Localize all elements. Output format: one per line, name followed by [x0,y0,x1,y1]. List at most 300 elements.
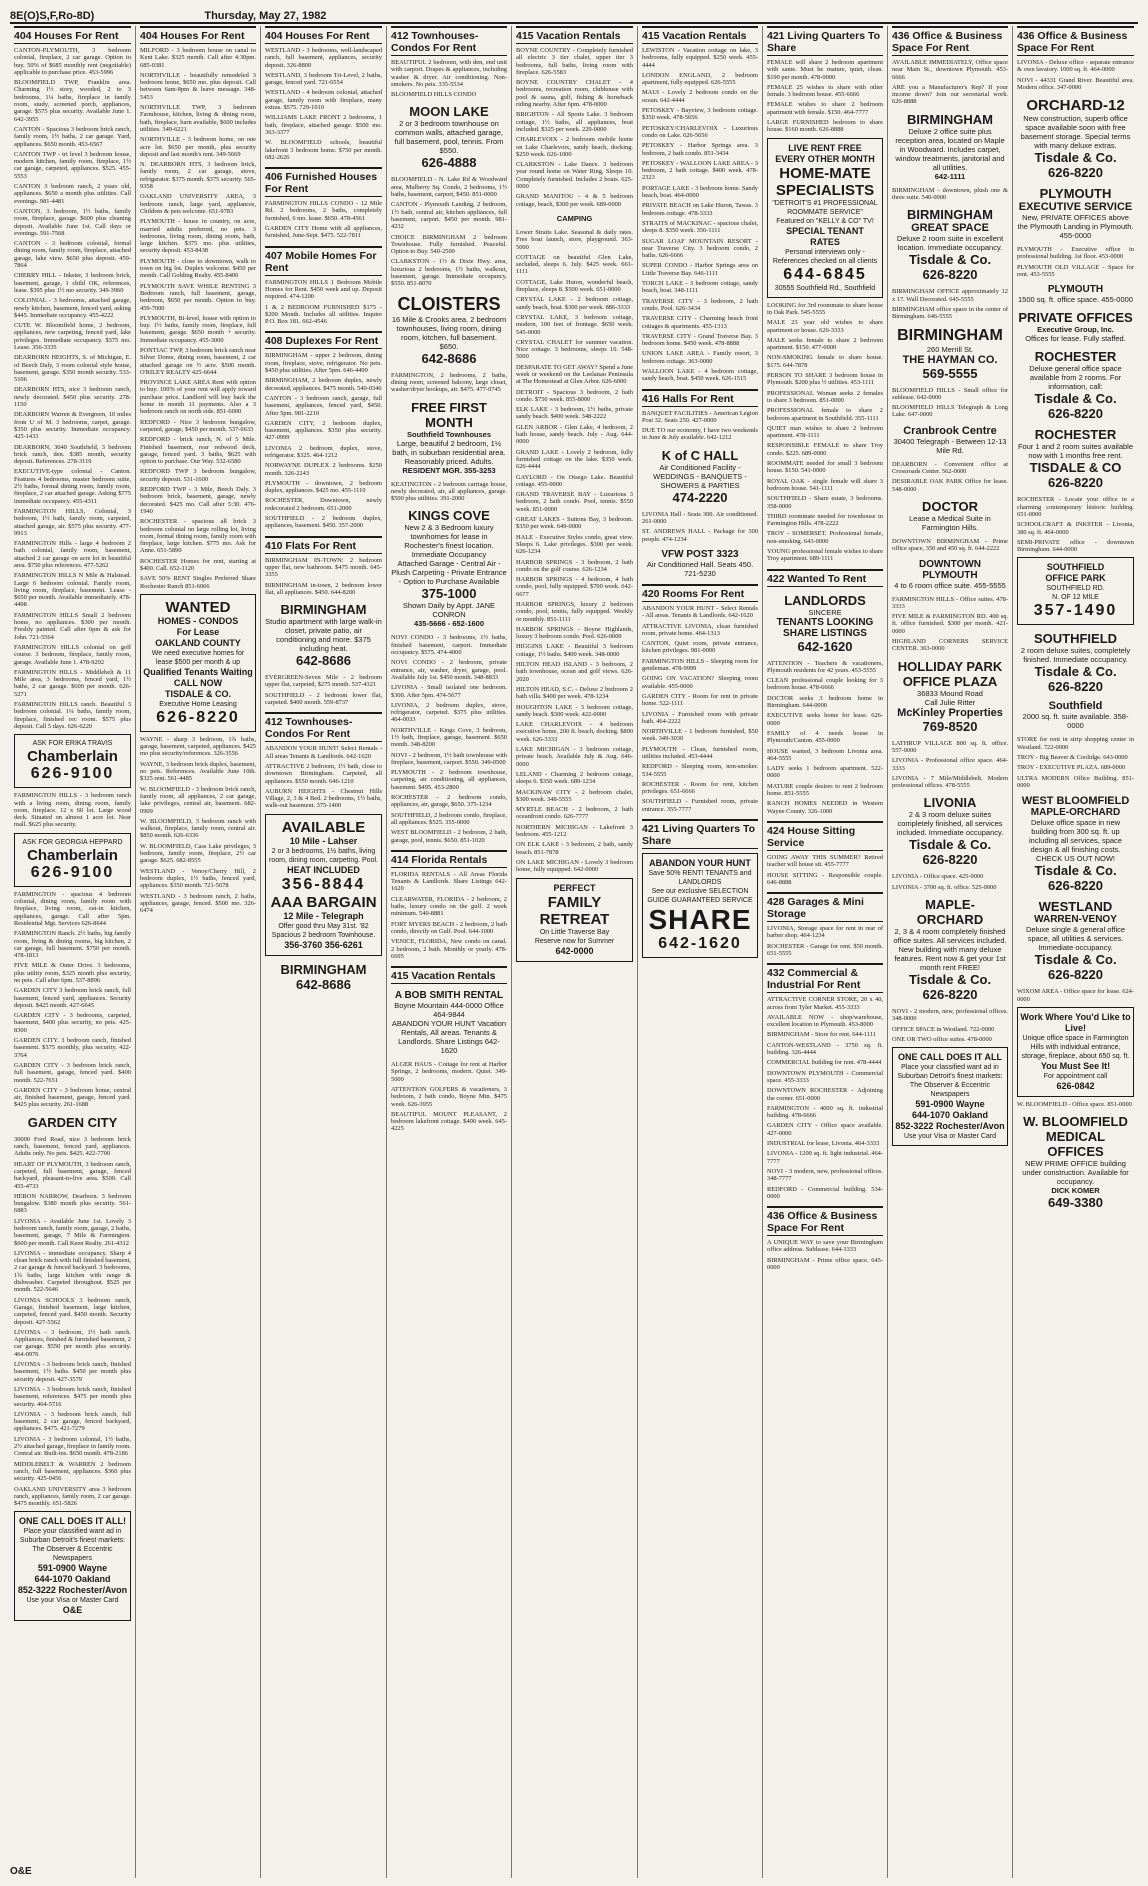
ad-text: 2, 3 & 4 room completely finished office suites. All services included. New building with many deluxe features. Rent now & get your 1st month rent FREE! [893,926,1007,972]
classified-ad: SUGAR LOAF MOUNTAIN RESORT - near Traverse City. 3 bedroom condo, 2 baths. 626-6666 [642,237,758,260]
classified-ad: PLYMOUTH OLD VILLAGE - Space for rent. 453-5555 [1017,263,1134,279]
classified-ad: LARGE FURNISHED bedroom to share house. $160 month. 626-8888 [767,119,883,134]
ad-list [391,871,507,960]
section-heading: 407 Mobile Homes For Rent [265,246,382,276]
ad-phone: 626-8220 [922,267,978,283]
ad-text: Studio apartment with large walk-in closet, private patio, air conditioning and more. $375 including heat. [265,617,382,654]
ad-title: OFFICE PLAZA [902,673,998,689]
ad-list [767,854,883,886]
ad-text: Shown Daily by Appt. JANE CONRON [402,601,496,620]
ad-brand: Tisdale & Co. [908,837,992,853]
ad-text: For appointment call [1043,1072,1108,1080]
ad-list [642,511,758,543]
classified-ad: PROFESSIONAL female to share 2 bedroom apartment in Southfield. 355-1111 [767,407,883,422]
classified-ad: CUTE W. Bloomfield home, 2 bedroom, appliances, new carpeting, fenced yard, lake privileges. Immediate occupancy. $375 mo. Lease. 356-3335 [14,322,131,351]
classified-ad: HARBOR SPRINGS - 3 bedroom, 2 bath condo on the golf course. 626-1234 [516,558,633,573]
ad-list [391,59,507,98]
ad-list [516,47,633,208]
ad-list [265,200,382,239]
ad-list [14,792,131,828]
ad-area: Wayne [955,1099,985,1110]
ad-contact: DICK KOMER [1051,1186,1100,1196]
classified-ad: LIVONIA - 3 bedroom brick ranch, full basement, 2 car garage, fenced backyard, appliances. $475. 421-7279 [14,1410,131,1433]
classified-ad: CRYSTAL LAKE, 3 bedroom cottage, modern, 100 feet of frontage. $650 week. 545-0000 [516,313,633,336]
ad-list [1017,988,1134,1003]
ad-brand: HOME-MATE SPECIALISTS [775,164,875,199]
classified-ad: FARMINGTON, 2 bedrooms, 2 baths, dining room, screened balcony, large closet, washer/dryer hookups, air. $475. 477-0745 [391,371,507,394]
ad-text: 2 & 3 room deluxe suites completely finished, all services included. Immediate occupancy. [896,810,1004,838]
vfw-post-ad [642,549,758,578]
classified-ad: PERSON TO SHARE 3 bedroom house in Plymouth. $200 plus ½ utilities. 453-1111 [767,372,883,387]
classified-ad: LIVONIA - 3 bedroom colonial, 1½ baths, 2½ attached garage, fireplace in family room. Central air. Built-ins. $650 month. 478-2186 [14,1435,131,1458]
classified-ad: GRAND MANITOU - 4 & 5 bedroom cottage, beach, $300 per week. 689-0000 [516,193,633,208]
ad-list [642,605,758,813]
ad-title: ONE CALL DOES IT ALL! [19,1516,126,1527]
ad-text: 30400 Telegraph - Between 12-13 Mile Rd. [893,436,1007,455]
classified-ad: RANCH HOMES NEEDED in Western Wayne County. 326-1000 [767,800,883,815]
classified-ad: 1 & 2 BEDROOM FURNISHED $175 - $200 Month. Includes all utilities. Inquire P.O. Box 181. 662-4546 [265,303,382,326]
classified-ad: LIVONIA - 3 bedroom, 1½ bath ranch. Appliances, finished & furnished basement, 2 car garage. $550 per month plus security. 464-0976 [14,1328,131,1358]
classified-ad: CLEAN professional couple looking for 3 bedroom house. 478-6666 [767,677,883,692]
section-heading: 416 Halls For Rent [642,389,758,407]
classified-ad: BLOOMFIELD TWP, Franklin area. Charming 1½ story, wooded, 2 to 3 bedrooms, 1¼ baths, fireplace in family room, study, screened porch, appliances, garage. $575 plus security. Available June 1. 642-3955 [14,79,131,123]
classified-ad: CRYSTAL LAKE - 2 bedroom cottage, sandy beach, boat. $300 per week. 886-3333 [516,296,633,311]
classified-ad: PLYMOUTH - Executive office in professional building. 1st floor. 453-0000 [1017,246,1134,261]
classified-ad: BOYNE COUNTRY - Completely furnished all electric 3 tier chalet, upper tier 3 bedrooms, full baths, living room with fireplace. 626-5583 [516,47,633,76]
ad-title: For Lease [176,626,220,637]
classified-ad: BOYNE COUNTRY CHALET - 4 bedrooms, recreation room, clubhouse with pool & sauna, golf, fishing & horseback riding nearby. After 6pm. 478-0000 [516,79,633,109]
ad-title: ABANDON YOUR HUNT [649,858,751,869]
classified-ad: W. BLOOMFIELD schools, beautiful lakefront 3 bedroom home. $750 per month. 682-2626 [265,139,382,161]
ad-phone: 644-1070 [911,1110,950,1121]
ad-phone: 591-0900 [37,1563,76,1574]
section-heading: 404 Houses For Rent [140,26,256,44]
ad-text: 260 Merrill St. [926,344,974,354]
ad-title: GARDEN CITY [27,1114,118,1130]
ad-title: PLYMOUTH [1039,186,1112,202]
ad-text: 12 Mile - Telegraph [283,910,364,921]
section-heading: 414 Florida Rentals [391,850,507,868]
classified-ad: AUBURN HEIGHTS - Chestnut Hills Village, 2, 3 & 4 Bed. 2 bedrooms, 1½ baths, walk-out basement. 375-1400 [265,787,382,810]
ad-phone: 642-0000 [555,945,594,956]
ad-phone: 644-1070 [34,1574,73,1585]
ad-list [265,47,382,161]
classified-ad: BIRMINGHAM - Store for rent. 644-1111 [767,1031,876,1039]
ad-text: Deluxe single & general office space, all utilities & services. Immediate occupancy. [1025,925,1126,953]
ad-area: Wayne [78,1563,108,1574]
ad-text: On Little Traverse Bay [539,928,610,936]
classified-ad: ATTENTION - Teachers & vacationers, Plymouth residents for 42 years. 453-5555 [767,659,883,674]
classified-ad: GOING ON VACATION? Sleeping room available. 455-0000 [642,675,758,690]
classified-ad: ROOMMATE needed for small 3 bedroom house. $150. 541-0000 [767,460,883,475]
ad-text: Four 1 and 2 room suites available now with 1 months free rent. [1017,442,1134,461]
classified-ad: PROVINCE LAKE AREA Rent with option to buy. 100% of your rent will apply toward purchase price. Landlord will buy back the home in month 11 payments. Also a 3 bedroom ranch on north side. 851-6000 [140,379,256,416]
classified-ad: THIRD roommate needed for townhouse in Farmington Hills. 478-2222 [767,512,883,528]
ad-phone: 626-8220 [1048,878,1103,894]
classified-ad: DOWNTOWN ROCHESTER - Adjoining the corner. 651-0000 [767,1087,883,1102]
classified-ad: CANTON - Spacious 3 bedroom brick ranch, family room, 1½ baths, 2 car garage. Yard, appliances. $650 month. 453-6567 [14,125,131,148]
free-first-month-ad [391,400,507,475]
ad-text: Featured on "KELLY & CO" TV! [776,217,874,225]
ad-phone: 626-8220 [1048,165,1103,181]
section-heading: 412 Townhouses-Condos For Rent [265,712,382,742]
ad-contact: ASK FOR ERIKA TRAVIS [32,740,113,748]
ad-text: Unique office space in Farmington Hills with individual entrance, storage, fireplace, about 650 sq. ft. [1021,1034,1130,1060]
classified-ad: ON LAKE MICHIGAN - Lovely 3 bedroom home, fully equipped. 642-0000 [516,858,633,874]
ad-title: GREAT SPACE [911,222,989,235]
classified-ad: FARMINGTON HILLS N Mile & Halstead. Large 6 bedroom colonial. Family room, living room, fireplace, basement. Lease - $650 per month. Available immediately. 478-4498 [14,572,131,609]
garden-city-ad [14,1115,131,1130]
classified-ad: DUE TO our economy, I have two weekends in June & July available. 642-1212 [642,427,758,442]
ad-text: Offer good thru May 31st. '82 Spacious 2 bedroom Townhouse. [271,922,376,939]
classified-ad: YOUNG professional female wishes to share Troy apartment. 689-1111 [767,547,883,563]
ad-text: Use your Visa or Master Card [26,1597,119,1605]
section-heading: 420 Rooms For Rent [642,584,758,602]
classified-ad: BEAUTIFUL 2 bedroom, with den, end unit with carport. Drapes & appliances, including washer & dryer. Air conditioning. Non-smokers. No pets. 335-5534 [391,59,507,88]
classified-ad: CHOICE BIRMINGHAM 2 bedroom Townhouse. Fully furnished. Peaceful. Option to Buy. 540-2500 [391,233,507,256]
classified-ad: NORTHVILLE - Kings Cove, 3 bedroom, 1½ bath, fireplace, garage, basement. $650 month. 348-8200 [391,726,507,749]
ad-brand: Tisdale & Co. [1034,150,1117,166]
bob-smith-ad [391,990,507,1055]
ad-phone: 642-1620 [658,935,742,953]
classified-ad: WESTLAND - 3 bedroom ranch, 2 baths, appliances, garage, fenced. $500 mo. 326-6474 [140,892,256,915]
classified-ad: ARE you a Manufacturer's Rep? If your income down? Join our secretarial work. 626-8888 [892,83,1008,106]
classified-ad: PETOSKEY - WALLOON LAKE AREA - 3 bedroom, 2 bath cottage. $400 week. 478-2323 [642,159,758,182]
classified-ad: AVAILABLE NOW - shop/warehouse, excellent location in Plymouth. 453-8000 [767,1013,883,1029]
ad-list [265,674,382,706]
livonia-suites-ad [892,795,1008,867]
classified-ad: ELK LAKE - 3 bedroom, 1½ baths, private sandy beach. $400 week. 348-2222 [516,406,633,421]
classified-ad: ATTRACTIVE LIVONIA, clean furnished room, private home. 464-1313 [642,622,758,637]
classified-ad: MALE seeks female to share 2 bedroom apartment. $150. 477-0000 [767,336,883,352]
ad-title: K of C HALL [661,447,739,463]
classified-ad: PETOSKEY - Harbor Springs area. 3 bedroom, 2 bath condo. 851-3434 [642,142,758,157]
classified-ad: OFFICE SPACE in Westland. 722-0000 [892,1025,995,1033]
ad-brand: Tisdale & Co. [1034,863,1117,879]
ad-phone: 474-2220 [672,489,728,505]
classified-ad: EXECUTIVE seeks home for lease. 626-0000 [767,712,883,727]
ad-brand: TISDALE & CO. [164,688,231,699]
ad-phone: 642-8686 [296,976,351,992]
classified-ad: PLYMOUTH, Bi-level, house with option to buy. 1½ baths, family room, fireplace, full basement, garage. $650 month + security. Immediate occupancy. 455-3000 [140,314,256,344]
classified-ad: OAKLAND UNIVERSITY area 3 bedroom ranch, appliances, family room, 2 car garage. $475 monthly. 651-5826 [14,1485,131,1508]
classified-ad: NORTHVILLE - 3 bedroom home, on one acre lot. $650 per month, plus security deposit and last month's rent. 349-5669 [140,136,256,158]
classified-ad: W. BLOOMFIELD - Office space. 851-0000 [1017,1100,1132,1108]
ad-list [892,461,1008,493]
ad-phone: 642-8686 [421,350,477,366]
family-retreat-ad [516,878,633,962]
ad-title: Southfield Townhouses [406,429,492,439]
ad-title: CAMPING [556,213,593,223]
ad-area: Rochester/Avon [58,1585,128,1596]
ad-phone: 852-3222 [17,1585,56,1596]
ad-phone: 642-8686 [296,653,351,669]
ad-title: PLYMOUTH [1047,284,1104,296]
classified-ad: SCHOOLCRAFT & INKSTER - Livonia, 380 sq. ft. 464-0000 [1017,521,1134,536]
classified-ad: WAYNE - sharp 3 bedroom, 1¾ baths, garage, basement, carpeted, appliances. $425 mo plus security/references. 326-3556 [140,735,256,758]
ad-phone: 642-1620 [797,638,853,654]
classified-ad: HEART OF PLYMOUTH, 3 bedroom ranch, carpeted, full basement, garage, fenced backyard, pleasant-to-live area. $500. Call 455-4733 [14,1160,131,1190]
classified-ad: MIDDLEBELT & WARREN 2 bedroom ranch, full basement, appliances. $360 plus security. 425-0456 [14,1460,131,1483]
classified-ad: STRAITS of MACKINAC - spacious chalet, sleeps 8. $350 week. 356-1111 [642,219,758,235]
ad-text: 4 to 6 room office suite. 455-5555 [894,580,1006,590]
ad-title: PERFECT [553,882,596,893]
ad-text: SOUTHFIELD RD. [1046,585,1105,593]
classified-ad: LONDON ENGLAND, 2 bedroom apartment, fully equipped. 626-5555 [642,71,758,87]
wanted-homes-ad [140,594,256,732]
ad-text: 2000 sq. ft. suite available. 358-0000 [1022,712,1129,731]
column-7 [763,26,888,1878]
phone-row [17,1574,128,1585]
ad-title: ORCHARD-12 [1026,97,1125,115]
classified-ad: DESPARATE TO GET AWAY? Spend a June week or weekend on the Leelanau Peninsula at The Homestead at Glen Arbor. 626-6000 [516,363,633,386]
ad-phone: 626-4888 [421,155,477,171]
ad-text: New construction, superb office space available soon with free basement storage. Special terms with many deluxe extras. [1020,114,1131,151]
ad-title: HEAT INCLUDED [287,864,360,875]
classified-ad: REDFORD - Nice 3 bedroom bungalow, carpeted, garage, $450 per month. 537-6633 [140,418,256,433]
ad-title: DOWNTOWN PLYMOUTH [918,558,982,581]
ad-text: Personal interviews only - References checked on all clients [772,248,878,265]
classified-ad: ROCHESTER - 2 bedroom condo, appliances, air, garage, $650. 375-1234 [391,794,507,809]
classified-ad: LOOKING for 3rd roommate to share house in Oak Park. 545-5555 [767,301,883,316]
classified-ad: FIVE MILE & FARMINGTON RD. 400 sq. ft. office furnished. $300 per month. 421-0000 [892,613,1008,635]
ad-brand: McKinley Properties [897,706,1003,719]
classified-ad: BLOOMFIELD HILLS CONDO [391,91,477,99]
classified-ad: ULTRA MODERN Office Building. 851-0000 [1017,774,1134,789]
section-heading: 432 Commercial & Industrial For Rent [767,963,883,993]
southfield-2000-ad [1017,700,1134,730]
classified-ad: BEAUTIFUL MOUNT PLEASANT, 2 bedroom lakefront cottage. $400 week. 645-4225 [391,1110,507,1133]
ad-list [892,387,1008,419]
ad-text: Call Julie Ritter [924,697,976,707]
ad-title: BIRMINGHAM [907,207,993,223]
column-2 [136,26,261,1878]
classified-ad: BIRMINGHAM, 2 bedroom duplex, newly decorated, appliances. $475 month. 540-0346 [265,377,382,392]
classified-ad: CANTON - 3 bedroom ranch, garage, full basement, appliances, fenced yard, $450. After 5pm. 981-2210 [265,394,382,417]
classified-ad: HALE - Executive Styles condo, great view. Sleeps 6. Lake privileges. $300 per week. 626-1234 [516,533,633,556]
ad-list [767,1239,883,1271]
ad-title: BIRMINGHAM [280,602,367,618]
ad-phone: 435-5666 - 652-1600 [413,619,485,629]
classified-ad: COTTAGE on beautiful Glen Lake, secluded, sleeps 6. July. $425 week. 661-1111 [516,253,633,276]
ad-title: AAA BARGAIN [270,893,377,911]
ad-list [892,596,1008,653]
classified-ad: MILFORD - 3 bedroom house on canal to Kent Lake. $325 month. Call after 4:30pm. 685-0381 [140,47,256,69]
classified-ad: LAKE CHARLEVOIX - 4 bedroom executive home, 200 ft. beach, docking. $800 week. 626-3333 [516,721,633,743]
section-heading: 415 Vacation Rentals [516,26,633,44]
classified-ad: NOVI - 3 modern, new, professional offices. 348-7777 [767,1167,883,1183]
ad-title: SOUTHFIELD [1046,562,1105,573]
ad-phone: 626-8220 [922,852,978,868]
classified-ad: HOUSE wanted, 3 bedroom Livonia area. 464-5555 [767,747,883,762]
ad-text: Qualified Tenants Waiting [143,666,253,677]
classified-ad: NON-SMOKING female to share house. $175. 644-7878 [767,354,883,369]
share-ad [642,853,758,958]
ad-list [391,634,507,843]
classified-ad: CLEARWATER, FLORIDA - 2 bedroom, 2 baths, luxury condo on the gulf. 2 week minimum. 540-8881 [391,895,507,918]
classified-ad: FEMALE wishes to share 2 bedroom apartment with female. $150. 464-7777 [767,101,883,116]
classified-ad: PLYMOUTH - Clean, furnished room, utilities included. 453-4444 [642,745,758,760]
classified-ad: DETROIT - Spacious 3 bedroom, 2 bath condo. $750 week. 855-8000 [516,388,633,403]
classified-ad: BIRMINGHAM - upper 2 bedroom, dining room, fireplace, stove, refrigerator. No pets. $450 plus utilities. After 5pm. 646-4490 [265,352,382,375]
classified-ad: OAKLAND UNIVERSITY AREA, 3 bedroom ranch, large yard, appliances, Children & pets welcome. 651-9783 [140,193,256,215]
classified-ad: CANTON TWP - tri level 3 bedroom house, modern kitchen, family room, fireplace, 1½ car garage, carpeted, appliances. $525. 455-5553 [14,150,131,180]
ad-title: TENANTS LOOKING [776,616,874,628]
doctor-ad [892,499,1008,532]
ad-brand: Tisdale & Co. [1034,952,1117,968]
classified-ad: DEARBORN HTS, nice 3 bedroom ranch, newly decorated. $450 plus security. 278-1150 [14,386,131,409]
classified-ad: REDFORD TWP 3 bedroom bungalow, security deposit. 531-1600 [140,468,256,483]
classified-ad: DEARBORN Warren & Evergreen, 10 miles from U of M. 3 bedrooms, carpet, garage. $350 plus security. Immediate occupancy. 425-1433 [14,411,131,441]
ad-text: CALL NOW [173,677,223,688]
great-space-ad [892,207,1008,282]
classified-ad: GARDEN CITY - Office space available. 427-0000 [767,1122,883,1137]
classified-ad: RESPONSIBLE FEMALE to share Troy condo. $225. 689-0000 [767,442,883,457]
ad-brand: Tisdale & Co. [1034,664,1117,680]
ad-phone: 626-8220 [1048,406,1103,422]
classified-ad: ATTRACTIVE CORNER STORE, 20 x 40, across from Tyler Market. 455-3333 [767,996,883,1011]
classified-ad: EVERGREEN-Seven Mile - 2 bedroom upper flat, carpeted, $275 month. 537-4321 [265,674,382,689]
classified-ad: Lower Straits Lake. Seasonal & daily rates. Free boat launch, store, playground. 363-5000 [516,228,633,251]
ad-list [14,47,131,730]
ad-title: MEDICAL OFFICES [1045,1129,1106,1160]
ad-text: We need executive homes for lease $500 per month & up [151,649,245,666]
classified-ad: SOUTHFIELD - Share estate, 3 bedrooms. 358-0000 [767,495,883,510]
ad-phone: 626-8220 [1048,967,1103,983]
ad-text: Place your classified want ad in Suburban Detroit's finest markets: The Observer & Eccentric Newspapers [897,1064,1003,1099]
classified-ad: PLYMOUTH - close to downtown, walk to town on big lot. Duplex welcome. $450 per month. Call Golding Realty. 455-8400 [140,257,256,280]
classified-ad: FARMINGTON HILLS - Office suites. 478-3333 [892,595,1008,610]
classified-ad: ATTENTION GOLFERS & vacationers, 3 bedroom, 2 bath condo, Boyne Mtn. $475 week. 626-3955 [391,1086,507,1108]
ad-list [391,1061,507,1133]
ad-title: BIRMINGHAM [897,326,1003,344]
classified-ad: ST. ANDREWS HALL - Package for 300 people. 474-1234 [642,528,758,543]
classified-ad: FARMINGTON - spacious 4 bedroom colonial, dining room, family room with fireplace, living room, eat-in kitchen, appliances, garage. Call after 5pm. Residential Mgt. Services 626-8644 [14,890,131,927]
ad-text: New, PRIVATE OFFICES above the Plymouth Landing in Plymouth. 455-0000 [1017,213,1134,241]
ad-text: Save 50% RENT! TENANTS and LANDLORDS [648,870,752,887]
camping-label [516,214,633,223]
classified-ad: WALLOON LAKE - 4 bedroom cottage, sandy beach, boat. $450 week. 626-1515 [642,367,758,383]
column-9 [1013,26,1138,1878]
classified-ad: DOCTOR seeks 3 bedroom home in Birmingham. 644-0000 [767,694,883,710]
classified-ad: FARMINGTON HILLS CONDO - 12 Mile Rd. 2 bedrooms, 2 baths, completely furnished, 6 mo. lease. $650. 478-4561 [265,200,382,222]
kings-cove-ad [391,508,507,628]
ad-title: WEST BLOOMFIELD [1021,795,1130,808]
classified-ad: PLYMOUTH - downtown, 2 bedroom duplex, appliances. $425 mo. 455-1110 [265,479,382,495]
section-heading: 408 Duplexes For Rent [265,331,382,349]
classified-ad: BIRMINGHAM IN-TOWN: 2 bedroom upper flat, new bathroom. $475 month. 645-3355 [265,556,382,579]
classified-ad: PETOSKEY/CHARLEVOIX - Luxurious condo on Lake. 626-5656 [642,124,758,139]
classified-ad: ON ELK LAKE - 3 bedroom, 2 bath, sandy beach. 851-7878 [516,841,633,856]
classified-ad: MALE 23 year old wishes to share apartment or house. 626-3333 [767,319,883,334]
ad-phone: 644-6845 [783,265,867,283]
ad-list [1017,1101,1134,1108]
ad-title: WESTLAND [1038,899,1113,915]
private-offices-ad [1017,310,1134,343]
ad-area: Rochester/Avon [935,1121,1005,1132]
classified-ad: MYRTLE BEACH - 2 bedroom, 2 bath oceanfront condo. 626-7777 [516,806,633,821]
ad-text: Deluxe office space in new building from 300 sq. ft. up including all services, space design & all finishing costs. CHECK US OUT NOW! [1029,818,1122,864]
classified-ad: BRIGHTON - All Sports Lake. 3 bedroom cottage, 1½ baths, all appliances, boat included. $325 per week. 229-0000 [516,111,633,133]
ad-title: FREE FIRST MONTH [411,399,487,430]
one-call-ad-2 [892,1047,1008,1146]
classified-ad: LIVONIA - 3 bedroom brick ranch, finished basement, references. $475 per month plus security. 464-5716 [14,1385,131,1408]
ad-title: EVERY OTHER MONTH [775,153,875,164]
classified-ad: WESTLAND - 3 bedrooms, well-landscaped ranch, full basement, appliances, security deposit. 326-8800 [265,47,382,69]
ad-list [892,538,1008,553]
ad-list [265,557,382,596]
classified-ad: DOWNTOWN BIRMINGHAM - Prime office space, 350 and 450 sq. ft. 644-2222 [892,537,1008,553]
work-where-ad [1017,1007,1134,1097]
ad-text: New 2 & 3 Bedroom luxury townhomes for lease in Rochester's finest location. Immediate Occupancy [404,523,494,560]
ad-title: PRIVATE OFFICES [1018,310,1133,326]
classified-ad: FARMINGTON HILLS ranch. Beautiful 3 bedroom colonial. 1¼ baths, family room, fireplace, finished rec room. $575 plus deposit. Call 5 days. 626-6220 [14,701,131,730]
ad-text: NEW PRIME OFFICE building under construction. Available for occupancy. [1022,1159,1129,1187]
ad-list [516,229,633,874]
section-heading: 404 Houses For Rent [265,26,382,44]
classified-ad: ROCHESTER - Room for rent, kitchen privileges. 651-6666 [642,780,758,796]
ad-text: 16 Mile & Crooks area. 2 bedroom townhouses, living room, dining room, kitchen, full basement. $650. [391,314,507,351]
ad-brand: THE HAYMAN CO. [902,353,998,366]
ad-brand: Chamberlain [27,748,118,766]
classified-ad: HOUSE SITTING - Responsible couple. 646-8888 [767,871,883,886]
classified-ad: MAUI - Lovely 2 bedroom condo on the ocean. 642-4444 [642,89,758,104]
classified-ad: CANTON - 3 bedroom colonial, formal dining room, family room, fireplace, attached garage, lake view. $650 plus deposit. 459-7864 [14,240,131,270]
classified-ad: FARMINGTON HILLS - 3 bedroom ranch with a living room, dining room, family room, fireplace. 12 x 60 lot. Large wood deck. Situated on almost 1 acre lot. Near mall. $625 plus security. [14,792,131,829]
ad-text: Deluxe 2 office suite plus reception area, located on Maple in Woodward. Includes carpet, window treatments, janitorial and all utilities. [895,126,1005,172]
classified-ad: W. BLOOMFIELD, Cass Lake privileges, 3 bedroom, family room, fireplace, 2½ car garage. $625. 682-8555 [140,842,256,865]
ad-title: HOMES - CONDOS [157,615,239,626]
section-heading: 406 Furnished Houses For Rent [265,167,382,197]
ad-list [1017,736,1134,789]
ad-text: Large, beautiful 2 bedroom, 1½ bath, in suburban residential area. Reasonably priced. Adults. [392,438,506,466]
ad-list [767,660,883,815]
classified-ad: GRAND LAKE - Lovely 2 bedroom, fully furnished cottage on the lake. $350 week. 626-4444 [516,448,633,471]
classified-ad: REDFORD - Sleeping room, non-smoker. 534-5555 [642,763,758,778]
ad-list [642,47,758,383]
chamberlain-ad-2 [14,833,131,887]
classified-ad: BANQUET FACILITIES - American Legion Post 32. Seats 250. 427-0000 [642,409,758,424]
classified-ad: PLYMOUTH - house in country, on acre, married adults preferred, no pets. 3 bedrooms, living room, dining room, bath, large kitchen. $375 mo. plus utilities, security deposit. 453-8438 [140,218,256,255]
classified-ad: FARMINGTON - 4000 sq. ft. industrial building. 478-6666 [767,1104,883,1120]
orchard-12-ad [1017,97,1134,180]
ad-text: See our exclusive SELECTION GUIDE GUARANTEED SERVICE [647,888,753,905]
classified-ad: CRYSTAL CHALET for summer vacation. Nice cottage. 3 bedrooms, sleeps 10. 548-5000 [516,338,633,361]
ad-brand: TISDALE & CO [1029,460,1122,476]
ad-title: KINGS COVE [408,508,490,524]
ad-phone: RESIDENT MGR. 355-3253 [402,465,496,475]
ad-phone: 626-9100 [30,765,115,783]
classified-ad: TRAVERSE CITY - 3 bedroom, 2 bath condo. Pool. 626-3434 [642,297,758,312]
classified-ad: PLYMOUTH SAVE WHILE RENTING 3 Bedroom ranch, full basement, garage, bedroom, $650 per month. Option to buy. 459-7000 [140,282,256,312]
ad-title: SPECIAL TENANT RATES [786,225,864,247]
classified-ad: HARBOR SPRINGS - Boyne Highlands, luxury 3 bedroom condo. Pool. 626-0000 [516,625,633,641]
classified-ad: FEMALE 25 wishes to share with other female. 3 bedroom house. 455-6666 [767,83,883,99]
ad-text: ABANDON YOUR HUNT Vacation Rentals, All areas. Tenants & Landlords. Share Listings 642-1620 [391,1019,507,1056]
classified-ad: NORTHVILLE - beautifully remodeled 3 bedroom home, $650 mo. plus deposit. Call between 6am-8pm & leave message. 348-5453 [140,71,256,101]
ad-text: Deluxe general office space available from 2 rooms. For information, call: [1029,364,1122,392]
classified-ad: ONE OR TWO office suites. 478-0000 [892,1035,992,1043]
column-1 [10,26,136,1878]
classified-ad: LIVONIA - immediate occupancy. Sharp 4 clean brick ranch with full finished basement, 2 car garage & fenced backyard. 3 bedrooms, 1¾ baths, large kitchen with range & dishwasher. Carpeted throughout. $525 per month. 522-5646 [14,1249,131,1294]
ad-phone: 626-9100 [30,863,115,881]
classified-ad: LIVONIA Hall - Seats 300. Air conditioned. 261-0000 [642,510,758,526]
classified-ad: LIVONIA - 3 bedroom brick ranch, finished basement, 1½ baths. $450 per month plus security deposit. 427-3579 [14,1361,131,1383]
column-4 [387,26,512,1878]
ad-list [767,302,883,563]
ad-phone: 626-8220 [922,986,978,1002]
phone-row [895,1099,1005,1110]
